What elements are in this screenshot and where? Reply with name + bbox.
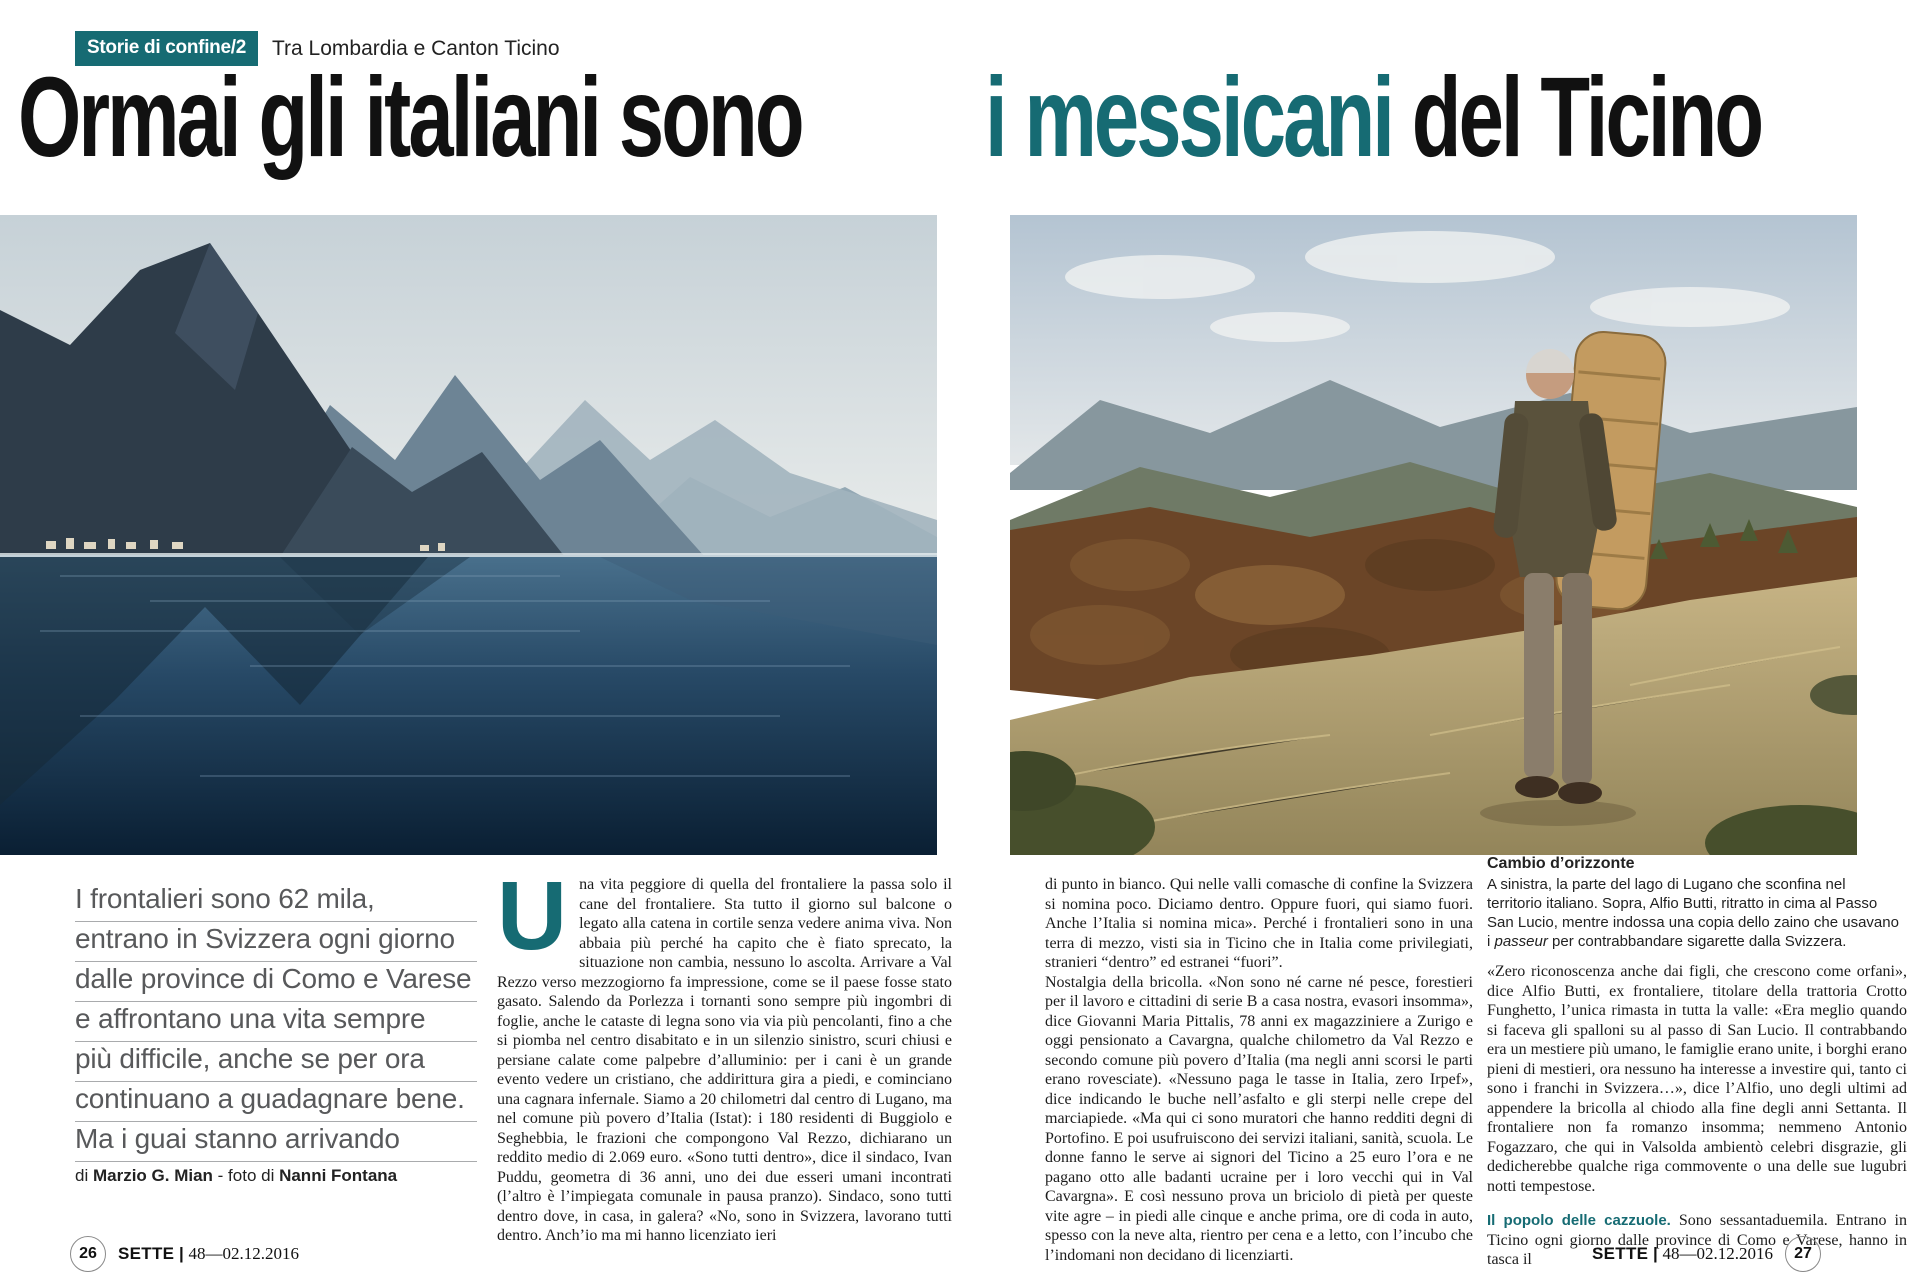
caption-italic: passeur [1494, 933, 1548, 950]
issue-date: 48—02.12.2016 [1662, 1244, 1774, 1263]
standfirst-line: entrano in Svizzera ogni giorno [75, 922, 477, 962]
caption-text: A sinistra, la parte del lago di Lugano che sconfina nel territorio italiano. Sopra, Alfio Butti, ritratto in cima al Passo San Lucio, mentre indossa una copia dello zaino che usavano i [1487, 876, 1899, 950]
article-text-3a: «Zero riconoscenza anche dai figli, che crescono come orfani», dice Alfio Butti, ex frontaliere, titolare della trattoria Crotto Funghetto, l’unica rimasta in tutta la valle: «Era meglio quando si faceva gli spalloni su al passo di San Lucio. Il contrabbando era un mestiere più umano, le famiglie erano unite, i borghi erano pieni di mestieri, ora nessuno ha interesse a investire qui, tanto ci sono i franchi in Svizzera…», dice l’Alfio, uno degli ultimi ad appendere la bricolla al chiodo alla fine degli anni Settanta. Il frontaliere non fa romanzo insomma; nemmeno Antonio Fogazzaro, che qui in Valsolda ambientò celebri disgrazie, gli dedicherebbe qualche riga commovente o una delle sue lugubri notti tempestose. [1487, 963, 1907, 1195]
article-text-1: na vita peggiore di quella del frontaliere la passa solo il cane del frontaliere. Sta tutto il giorno sul balcone o legato alla catena in cortile senza vedere anima viva. Non abbaia più perché ha capito che è fiato sprecato, la situazione non cambia, nessuno lo ascolta. Arrivare a Val Rezzo verso mezzogiorno fa impressione, come se il paese fosse stato gasato. Salendo da Porlezza i tornanti sono sempre più ingombri di foglie, anche le cataste di legna sono via via più pencolanti, fino a che si piomba nel centro disabitato e in un silenzio sinistro, scuri chiusi e persiane calate come palpebre d’alluminio: per i cani è un grande evento vedere un cristiano, che addirittura gira a piedi, e cominciano una cagnara infernale. Siamo a 20 chilometri dal centro di Lugano, ma nel comune più povero d’Italia (Istat): i 180 residenti di Buggiolo e Seghebbia, le frazioni che compongono Val Rezzo, dichiarano un reddito medio di 2.069 euro. «Sono tutti dentro», dice il sindaco, Ivan Puddu, geometra di 36 anni, uno dei due esseri umani incontrati (l’altro è l’impiegata comunale in pausa pranzo). Sindaco, sono tutti dentro dove, in casa, in galera? «No, sono in Svizzera, lavorano tutti dentro. Anch’io ma mi hanno licenziato ieri [497, 876, 952, 1244]
article-column-2 [1045, 875, 1473, 1265]
footer-right [1592, 1236, 1821, 1272]
headline-right-rest: del Ticino [1392, 54, 1762, 180]
dropcap: U [497, 861, 568, 970]
standfirst-line: e affrontano una vita sempre [75, 1002, 477, 1042]
byline-prefix: di [75, 1166, 93, 1185]
byline [75, 1166, 397, 1186]
author-name: Marzio G. Mian [92, 1166, 213, 1185]
headline-right [985, 54, 1762, 180]
footer-separator: | [179, 1244, 184, 1263]
headline-highlight: i messicani [985, 54, 1393, 180]
page-number-right: 27 [1785, 1236, 1821, 1272]
lake-lugano-illustration [0, 215, 937, 855]
page-number-left: 26 [70, 1236, 106, 1272]
kicker-tag: Storie di confine/2 [75, 31, 258, 66]
standfirst-line: dalle province di Como e Varese [75, 962, 477, 1002]
article-text-2a: di punto in bianco. Qui nelle valli comasche di confine la Svizzera si nomina poco. Diciamo dentro. Oppure fuori, qui siamo fuori. Anche l’Italia si nomina mica». Perché i frontalieri sono in una terra di mezzo, visti sia in Ticino che in Italia come privilegiati, stranieri “dentro” ed estranei “fuori”. [1045, 876, 1473, 971]
issue-date: 48—02.12.2016 [188, 1244, 300, 1263]
article-column-3 [1487, 962, 1907, 1270]
kicker-subtitle: Tra Lombardia e Canton Ticino [272, 36, 560, 60]
standfirst-line: più difficile, anche se per ora [75, 1042, 477, 1082]
photographer-name: Nanni Fontana [279, 1166, 398, 1185]
caption-text-end: per contrabbandare sigarette dalla Svizzera. [1547, 933, 1847, 950]
headline [0, 54, 1920, 188]
caption-body [1487, 875, 1899, 951]
standfirst-line: Ma i guai stanno arrivando [75, 1122, 477, 1162]
photo-caption [1487, 854, 1899, 951]
paragraph-lead-in: Il popolo delle cazzuole. [1487, 1212, 1671, 1229]
standfirst-line: I frontalieri sono 62 mila, [75, 882, 477, 922]
smuggler-portrait-illustration [1010, 215, 1857, 855]
lake-lugano-photo [0, 215, 937, 855]
article-column-1 [497, 861, 952, 1246]
headline-left: Ormai gli italiani sono [18, 54, 802, 180]
standfirst-line: continuano a guadagnare bene. [75, 1082, 477, 1122]
standfirst [75, 882, 477, 1162]
article-text-2b: Nostalgia della bricolla. «Non sono né carne né pesce, forestieri per il lavoro e cittadini di serie B a casa nostra, evasori insomma», dice Giovanni Maria Pittalis, 78 anni ex magazziniere a Zurigo e oggi pensionato a Cavargna, qualche chilometro da Val Rezzo e secondo comune più povero d’Italia (ma negli anni scorsi le parti erano rovesciate). «Nessuno paga le tasse in Italia, zero Irpef», dice indicando le buche nell’asfalto e gli sterpi nelle crepe del marciapiede. «Ma qui ci sono muratori che hanno redditi degni di Portofino. E poi usufruiscono dei servizi italiani, sanità, scuola. Le donne fanno le serve ai signori del Ticino a 25 euro l’ora e ne pagano otto alle badanti ucraine per i loro vecchi qui in Val Cavargna». E così nessuno prova un briciolo di pietà per queste vite agre – in piedi alle cinque e anche prima, ore di coda in auto, spesso con la neve alta, rientro per cena e a letto, con l’incubo che l’indomani non decidano di licenziarti. [1045, 973, 1473, 1264]
smuggler-portrait-photo [1010, 215, 1857, 855]
footer-left [70, 1236, 299, 1272]
magazine-name: SETTE [118, 1244, 175, 1263]
footer-separator: | [1653, 1244, 1658, 1263]
magazine-name: SETTE [1592, 1244, 1649, 1263]
byline-middle: - foto di [212, 1166, 280, 1185]
article-text-3b-rest: Sono sessantaduemila. Entrano in Ticino ogni giorno dalle province di Como e Varese, hanno in tasca il [1487, 1212, 1908, 1268]
caption-title: Cambio d’orizzonte [1487, 855, 1635, 872]
